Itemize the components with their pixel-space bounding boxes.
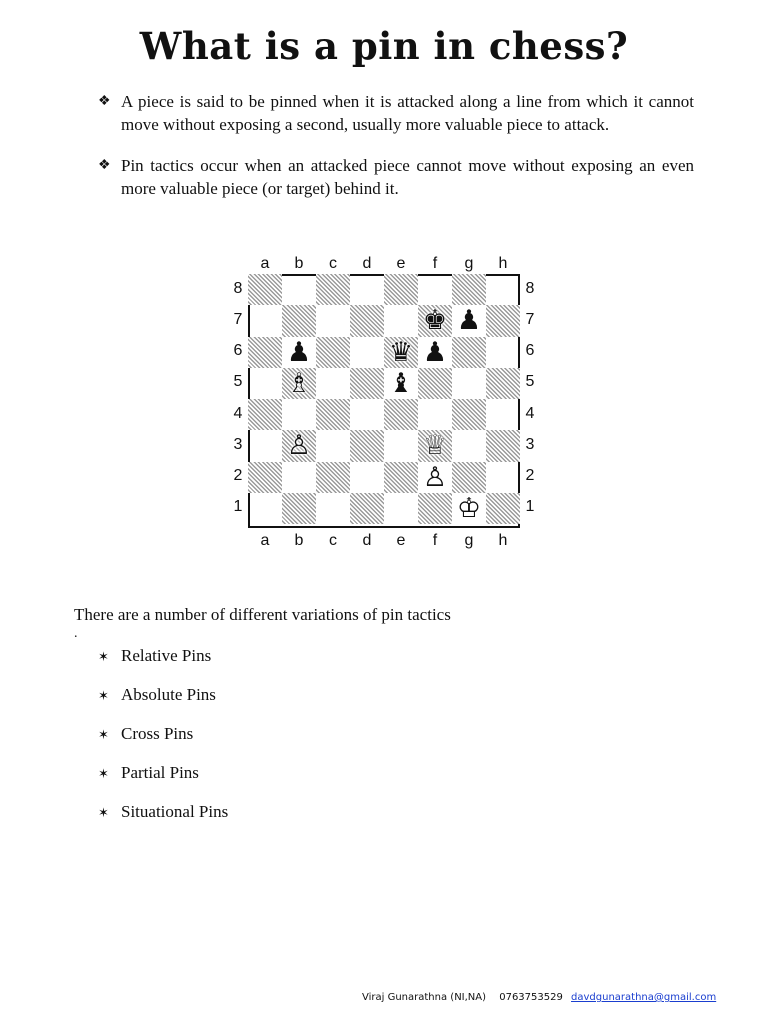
pin-variations-list [98, 645, 228, 840]
variation-label: Situational Pins [121, 802, 229, 821]
rank-label-right-4: 4 [525, 404, 535, 422]
black-queen-icon: ♛ [388, 336, 414, 368]
square-f1 [418, 493, 452, 524]
file-label-bottom-b: b [294, 532, 304, 549]
file-label-top-g: g [464, 255, 474, 272]
definition-text: A piece is said to be pinned when it is attacked along a line from which it cannot move without exposing a second, usually more valuable piece to attack. [121, 92, 694, 134]
white-bishop-icon: ♗ [286, 367, 312, 399]
list-item [98, 801, 228, 840]
square-c1 [316, 493, 350, 524]
file-label-bottom-h: h [498, 532, 508, 549]
page-title: What is a pin in chess? [139, 24, 629, 68]
white-pawn-icon: ♙ [422, 461, 448, 493]
list-item [98, 684, 228, 723]
file-label-bottom-f: f [432, 532, 438, 549]
square-c8 [316, 274, 350, 305]
variations-intro: There are a number of different variations of pin tactics [74, 605, 451, 624]
variation-label: Relative Pins [121, 646, 212, 665]
square-a1 [248, 493, 282, 524]
rank-label-left-2: 2 [233, 467, 243, 485]
square-e7 [384, 305, 418, 336]
footer-author: Viraj Gunarathna (NI,NA) [362, 992, 487, 1003]
black-king-icon: ♚ [422, 305, 448, 337]
square-h8 [486, 274, 520, 305]
square-d7 [350, 305, 384, 336]
white-king-icon: ♔ [456, 492, 482, 524]
rank-label-right-1: 1 [525, 498, 535, 516]
square-b8 [282, 274, 316, 305]
rank-label-left-3: 3 [233, 435, 243, 453]
rank-label-left-5: 5 [233, 373, 243, 391]
file-label-top-h: h [498, 255, 508, 272]
square-d8 [350, 274, 384, 305]
square-d1 [350, 493, 384, 524]
rank-label-right-3: 3 [525, 435, 535, 453]
stray-period: . [74, 626, 78, 641]
white-queen-icon: ♕ [422, 430, 448, 462]
rank-label-left-1: 1 [233, 498, 243, 516]
file-label-bottom-a: a [260, 532, 270, 549]
file-label-top-e: e [396, 255, 406, 272]
rank-label-right-8: 8 [525, 279, 535, 297]
square-e8 [384, 274, 418, 305]
rank-label-left-6: 6 [233, 342, 243, 360]
file-label-bottom-e: e [396, 532, 406, 549]
footer-email-link[interactable]: davdgunarathna@gmail.com [571, 992, 717, 1003]
rank-label-left-4: 4 [233, 404, 243, 422]
file-label-bottom-g: g [464, 532, 474, 549]
star-bullet-icon: ✶ [98, 649, 109, 664]
square-d2 [350, 462, 384, 493]
square-f4 [418, 399, 452, 430]
variation-label: Partial Pins [121, 763, 199, 782]
square-a6 [248, 337, 282, 368]
diamond-bullet-icon: ❖ [98, 158, 111, 173]
rank-label-right-6: 6 [525, 342, 535, 360]
square-e2 [384, 462, 418, 493]
rank-label-right-2: 2 [525, 467, 535, 485]
black-pawn-icon: ♟ [456, 305, 482, 337]
square-b1 [282, 493, 316, 524]
chess-board [248, 274, 520, 528]
black-pawn-icon: ♟ [286, 336, 312, 368]
file-label-bottom-d: d [362, 532, 372, 549]
square-g6 [452, 337, 486, 368]
footer [362, 992, 716, 1003]
rank-label-right-7: 7 [525, 310, 535, 328]
black-pawn-icon: ♟ [422, 336, 448, 368]
star-bullet-icon: ✶ [98, 805, 109, 820]
file-label-bottom-c: c [329, 532, 337, 549]
black-bishop-icon: ♝ [388, 367, 414, 399]
square-d4 [350, 399, 384, 430]
file-label-top-b: b [294, 255, 304, 272]
square-h6 [486, 337, 520, 368]
square-a8 [248, 274, 282, 305]
square-f5 [418, 368, 452, 399]
file-label-top-c: c [329, 255, 337, 272]
square-d6 [350, 337, 384, 368]
rank-label-left-8: 8 [233, 279, 243, 297]
square-f8 [418, 274, 452, 305]
square-g8 [452, 274, 486, 305]
rank-label-left-7: 7 [233, 310, 243, 328]
square-a3 [248, 430, 282, 461]
square-c6 [316, 337, 350, 368]
square-b2 [282, 462, 316, 493]
square-c3 [316, 430, 350, 461]
square-c7 [316, 305, 350, 336]
square-g3 [452, 430, 486, 461]
square-h5 [486, 368, 520, 399]
star-bullet-icon: ✶ [98, 727, 109, 742]
definition-text: Pin tactics occur when an attacked piece cannot move without exposing an even more valuable piece (or target) behind it. [121, 156, 694, 198]
square-a7 [248, 305, 282, 336]
square-g5 [452, 368, 486, 399]
square-h2 [486, 462, 520, 493]
square-c2 [316, 462, 350, 493]
list-item [98, 762, 228, 801]
list-item [98, 723, 228, 762]
star-bullet-icon: ✶ [98, 766, 109, 781]
diamond-bullet-icon: ❖ [98, 94, 111, 109]
square-h4 [486, 399, 520, 430]
square-d5 [350, 368, 384, 399]
square-b7 [282, 305, 316, 336]
square-c4 [316, 399, 350, 430]
square-g4 [452, 399, 486, 430]
rank-label-right-5: 5 [525, 373, 535, 391]
square-h3 [486, 430, 520, 461]
square-g2 [452, 462, 486, 493]
square-c5 [316, 368, 350, 399]
variation-label: Cross Pins [121, 724, 194, 743]
star-bullet-icon: ✶ [98, 688, 109, 703]
white-pawn-icon: ♙ [286, 430, 312, 462]
square-b4 [282, 399, 316, 430]
square-d3 [350, 430, 384, 461]
square-e1 [384, 493, 418, 524]
square-e4 [384, 399, 418, 430]
list-item [98, 645, 228, 684]
file-label-top-f: f [432, 255, 438, 272]
file-label-top-d: d [362, 255, 372, 272]
square-h7 [486, 305, 520, 336]
square-a2 [248, 462, 282, 493]
square-h1 [486, 493, 520, 524]
square-e3 [384, 430, 418, 461]
square-a5 [248, 368, 282, 399]
square-a4 [248, 399, 282, 430]
footer-phone: 0763753529 [499, 992, 563, 1003]
file-label-top-a: a [260, 255, 270, 272]
variation-label: Absolute Pins [121, 685, 216, 704]
